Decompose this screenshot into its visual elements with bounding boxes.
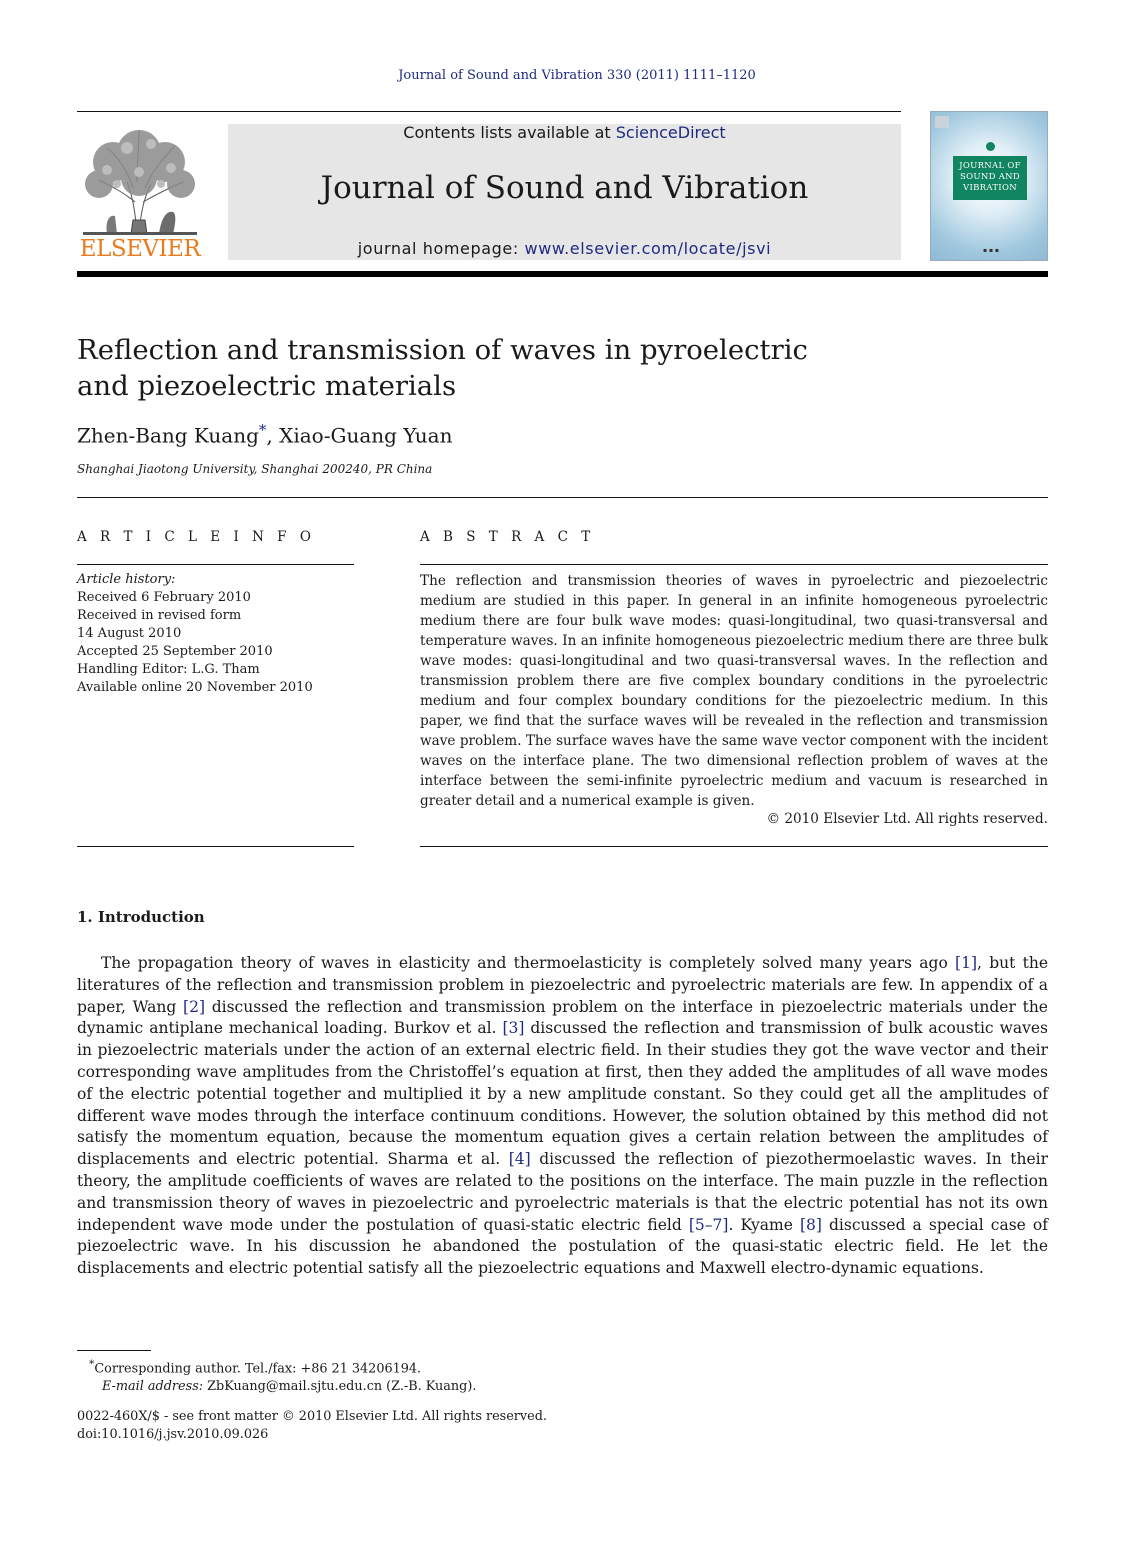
cover-footer-mark: ▪ ▪ ▪ xyxy=(982,247,999,254)
history-item: Accepted 25 September 2010 xyxy=(77,644,273,659)
footnote xyxy=(89,1355,476,1396)
history-item: Handling Editor: L.G. Tham xyxy=(77,662,260,677)
history-item: Received in revised form xyxy=(77,608,242,623)
corresponding-author-note: Corresponding author. Tel./fax: +86 21 34206194. xyxy=(94,1361,422,1377)
corresponding-author-mark[interactable]: * xyxy=(258,421,267,439)
cover-corner-mark xyxy=(935,116,949,128)
affiliation: Shanghai Jiaotong University, Shanghai 200240, PR China xyxy=(77,462,433,476)
cover-line: SOUND AND xyxy=(959,172,1020,182)
history-item: Received 6 February 2010 xyxy=(77,590,251,605)
author-name: Zhen-Bang Kuang xyxy=(77,423,259,448)
body-text: discussed the reflection and transmission of bulk acoustic waves in piezoelectric materials under the action of an external electric field. In their studies they got the wave vector and their corresponding wave amplitudes from the Christoffel’s equation at first, then they added the amplitudes of all wave modes of the electric potential together and multiplied it by a new amplitude constant. So they could get all the amplitudes of different wave modes through the interface continuum conditions. However, the solution obtained by this method did not satisfy the momentum equation, because the momentum equation gives a certain relation between the amplitudes of displacements and electric potential. Sharma et al. xyxy=(77,1019,1048,1169)
section-heading: 1. Introduction xyxy=(77,908,205,926)
reference-link[interactable]: [8] xyxy=(799,1215,822,1234)
abstract-label: A B S T R A C T xyxy=(420,529,595,545)
email-label: E-mail address: xyxy=(102,1379,204,1395)
issn-line: 0022-460X/$ - see front matter © 2010 Elsevier Ltd. All rights reserved. xyxy=(77,1409,547,1424)
elsevier-wordmark: ELSEVIER xyxy=(79,236,201,262)
history-item: Available online 20 November 2010 xyxy=(77,680,313,695)
history-item: 14 August 2010 xyxy=(77,626,182,641)
homepage-line xyxy=(228,239,901,258)
abstract-rule xyxy=(420,846,1048,847)
journal-citation[interactable]: Journal of Sound and Vibration 330 (2011) 1111–1120 xyxy=(398,68,756,83)
cover-line: JOURNAL OF xyxy=(959,161,1021,171)
body-text: . Kyame xyxy=(728,1215,800,1234)
article-info-rule xyxy=(77,846,354,847)
sciencedirect-link[interactable]: ScienceDirect xyxy=(615,123,726,142)
header-thick-rule xyxy=(77,271,1048,277)
author-list xyxy=(77,421,452,448)
reference-link[interactable]: [2] xyxy=(183,997,205,1016)
cover-line: VIBRATION xyxy=(963,183,1017,193)
article-title-line: and piezoelectric materials xyxy=(77,370,457,402)
author-name: , Xiao-Guang Yuan xyxy=(266,423,453,448)
contents-prefix: Contents lists available at xyxy=(403,123,616,142)
email-address[interactable]: ZbKuang@mail.sjtu.edu.cn (Z.-B. Kuang). xyxy=(203,1379,477,1395)
section-rule xyxy=(77,497,1048,498)
journal-title: Journal of Sound and Vibration xyxy=(320,170,809,206)
body-text: discussed the reflection and transmission problem on the interface in piezoelectric materials under the dynamic antiplane mechanical loading. Burkov et al. xyxy=(77,997,1048,1038)
cover-emblem xyxy=(986,142,995,151)
homepage-link[interactable]: www.elsevier.com/locate/jsvi xyxy=(524,239,772,258)
doi-line[interactable]: doi:10.1016/j.jsv.2010.09.026 xyxy=(77,1427,269,1442)
introduction-paragraph xyxy=(77,953,1048,1280)
reference-link[interactable]: [5–7] xyxy=(688,1215,729,1234)
abstract-text: The reflection and transmission theories of waves in pyroelectric and piezoelectric medium are studied in this paper. In general in an infinite homogeneous pyroelectric medium there are four bulk wave modes: quasi-longitudinal, two quasi-transversal and temperature waves. In an infinite homogeneous piezoelectric medium there are three bulk wave modes: quasi-longitudinal and two quasi-transversal waves. In the reflection and transmission problem there are five complex boundary conditions in the pyroelectric medium and four complex boundary conditions for the piezoelectric medium. In this paper, we find that the surface waves will be revealed in the reflection and transmission wave problem. The surface waves have the same wave vector component with the incident waves on the interface plane. The two dimensional reflection problem of waves at the interface between the semi-infinite pyroelectric medium and vacuum is researched in greater detail and a numerical example is given. xyxy=(420,573,1048,809)
footnote-mark: * xyxy=(89,1357,95,1370)
abstract-copyright: © 2010 Elsevier Ltd. All rights reserved. xyxy=(766,811,1048,827)
article-info-label: A R T I C L E I N F O xyxy=(77,529,316,545)
homepage-prefix: journal homepage: xyxy=(357,239,525,258)
body-text: The propagation theory of waves in elasticity and thermoelasticity is completely solved many years ago xyxy=(101,954,956,972)
contents-line xyxy=(228,123,901,142)
body-text: discussed a special case of piezoelectric wave. In his discussion he abandoned the postulation of the quasi-static electric field. He let the displacements and electric potential satisfy all the piezoelectric equations and Maxwell electro-dynamic equations. xyxy=(77,1215,1048,1278)
journal-cover-thumbnail xyxy=(930,111,1048,261)
cover-title-badge xyxy=(953,156,1027,200)
article-title-line: Reflection and transmission of waves in pyroelectric xyxy=(77,334,808,366)
article-history xyxy=(77,571,354,697)
history-title: Article history: xyxy=(77,572,176,587)
body-text: discussed the reflection of piezothermoelastic waves. In their theory, the amplitude coefficients of waves are related to the positions on the interface. The main puzzle in the reflection and transmission theory of waves in piezoelectric and pyroelectric materials is that the electric potential has not its own independent wave mode under the postulation of quasi-static electric field xyxy=(77,1150,1048,1234)
reference-link[interactable]: [3] xyxy=(502,1019,525,1038)
reference-link[interactable]: [1] xyxy=(955,954,978,972)
article-info-rule xyxy=(77,564,354,565)
front-matter xyxy=(77,1408,547,1444)
reference-link[interactable]: [4] xyxy=(508,1150,531,1169)
header-rule xyxy=(77,111,901,112)
article-title xyxy=(77,332,837,404)
footnote-rule xyxy=(77,1350,151,1351)
abstract-rule xyxy=(420,564,1048,565)
body-text: , but the literatures of the reflection and transmission problem in piezoelectric and pyroelectric materials are few. In appendix of a paper, Wang xyxy=(77,954,1048,1016)
